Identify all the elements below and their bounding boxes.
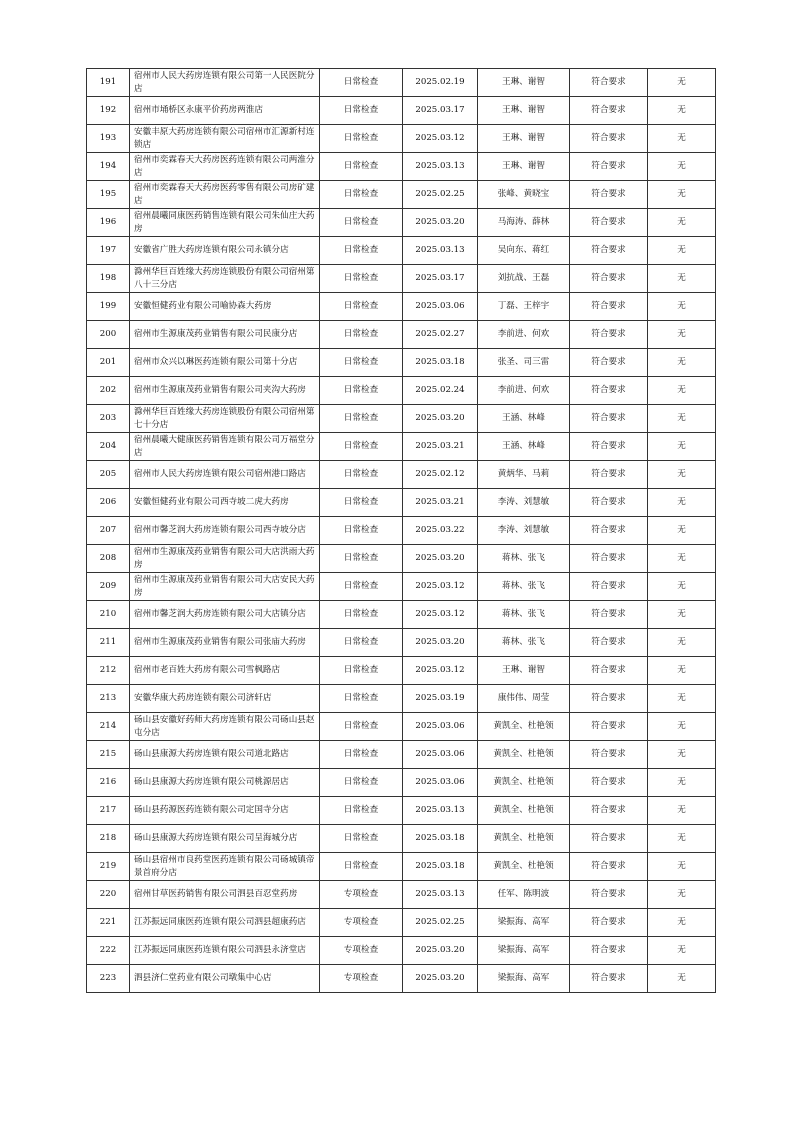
inspection-type-cell: 日常检查	[320, 825, 403, 853]
issue-cell: 无	[648, 741, 716, 769]
issue-cell: 无	[648, 545, 716, 573]
store-name-cell: 宿州市生源康茂药业销售有限公司大店洪雨大药房	[130, 545, 320, 573]
store-name-cell: 宿州市馨芝润大药房连锁有限公司西寺坡分店	[130, 517, 320, 545]
inspectors-cell: 刘抗战、王磊	[478, 265, 570, 293]
inspectors-cell: 王琳、谢智	[478, 153, 570, 181]
inspection-date-cell: 2025.02.19	[403, 69, 478, 97]
inspection-type-cell: 日常检查	[320, 657, 403, 685]
result-cell: 符合要求	[570, 321, 648, 349]
inspectors-cell: 康伟伟、周莹	[478, 685, 570, 713]
store-name-cell: 砀山县康源大药房连锁有限公司道北路店	[130, 741, 320, 769]
result-cell: 符合要求	[570, 769, 648, 797]
store-name-cell: 安徽丰原大药房连锁有限公司宿州市汇源新村连锁店	[130, 125, 320, 153]
inspection-date-cell: 2025.02.12	[403, 461, 478, 489]
row-number-cell: 215	[87, 741, 130, 769]
inspection-type-cell: 日常检查	[320, 545, 403, 573]
inspection-type-cell: 日常检查	[320, 349, 403, 377]
result-cell: 符合要求	[570, 97, 648, 125]
result-cell: 符合要求	[570, 461, 648, 489]
result-cell: 符合要求	[570, 853, 648, 881]
table-row	[87, 769, 716, 797]
result-cell: 符合要求	[570, 965, 648, 993]
inspectors-cell: 丁磊、王梓宇	[478, 293, 570, 321]
row-number-cell: 191	[87, 69, 130, 97]
inspectors-cell: 李涛、刘慧敏	[478, 489, 570, 517]
row-number-cell: 217	[87, 797, 130, 825]
inspection-type-cell: 日常检查	[320, 517, 403, 545]
table-body	[87, 69, 716, 993]
result-cell: 符合要求	[570, 573, 648, 601]
issue-cell: 无	[648, 685, 716, 713]
issue-cell: 无	[648, 181, 716, 209]
store-name-cell: 滁州华巨百姓缘大药房连锁股份有限公司宿州第八十三分店	[130, 265, 320, 293]
table-row	[87, 405, 716, 433]
issue-cell: 无	[648, 405, 716, 433]
inspectors-cell: 蒋林、张飞	[478, 545, 570, 573]
result-cell: 符合要求	[570, 181, 648, 209]
row-number-cell: 192	[87, 97, 130, 125]
result-cell: 符合要求	[570, 209, 648, 237]
inspection-date-cell: 2025.03.13	[403, 881, 478, 909]
inspection-type-cell: 日常检查	[320, 265, 403, 293]
row-number-cell: 200	[87, 321, 130, 349]
table-row	[87, 937, 716, 965]
inspection-type-cell: 日常检查	[320, 769, 403, 797]
table-row	[87, 97, 716, 125]
inspection-type-cell: 日常检查	[320, 209, 403, 237]
inspection-date-cell: 2025.03.12	[403, 125, 478, 153]
inspection-type-cell: 日常检查	[320, 629, 403, 657]
issue-cell: 无	[648, 601, 716, 629]
result-cell: 符合要求	[570, 937, 648, 965]
table-row	[87, 853, 716, 881]
inspectors-cell: 蒋林、张飞	[478, 629, 570, 657]
table-row	[87, 741, 716, 769]
row-number-cell: 214	[87, 713, 130, 741]
inspection-table	[86, 68, 716, 993]
issue-cell: 无	[648, 937, 716, 965]
table-row	[87, 433, 716, 461]
issue-cell: 无	[648, 461, 716, 489]
result-cell: 符合要求	[570, 741, 648, 769]
inspection-type-cell: 日常检查	[320, 125, 403, 153]
issue-cell: 无	[648, 713, 716, 741]
inspection-date-cell: 2025.03.18	[403, 825, 478, 853]
store-name-cell: 宿州市生源康茂药业销售有限公司民康分店	[130, 321, 320, 349]
row-number-cell: 206	[87, 489, 130, 517]
inspectors-cell: 梁振海、高军	[478, 965, 570, 993]
issue-cell: 无	[648, 293, 716, 321]
store-name-cell: 砀山县安徽好药师大药房连锁有限公司砀山县赵屯分店	[130, 713, 320, 741]
table-row	[87, 69, 716, 97]
table-row	[87, 573, 716, 601]
table-row	[87, 657, 716, 685]
issue-cell: 无	[648, 825, 716, 853]
row-number-cell: 201	[87, 349, 130, 377]
inspectors-cell: 蒋林、张飞	[478, 601, 570, 629]
inspectors-cell: 黄凯全、杜艳领	[478, 825, 570, 853]
table-row	[87, 461, 716, 489]
inspectors-cell: 王涵、林峰	[478, 433, 570, 461]
row-number-cell: 216	[87, 769, 130, 797]
row-number-cell: 208	[87, 545, 130, 573]
store-name-cell: 砀山县康源大药房连锁有限公司桃源居店	[130, 769, 320, 797]
store-name-cell: 宿州市生源康茂药业销售有限公司大店安民大药房	[130, 573, 320, 601]
inspection-date-cell: 2025.03.18	[403, 853, 478, 881]
inspection-type-cell: 日常检查	[320, 321, 403, 349]
inspection-date-cell: 2025.02.24	[403, 377, 478, 405]
inspection-type-cell: 日常检查	[320, 741, 403, 769]
inspectors-cell: 黄凯全、杜艳领	[478, 713, 570, 741]
inspection-date-cell: 2025.03.21	[403, 433, 478, 461]
inspectors-cell: 黄凯全、杜艳领	[478, 741, 570, 769]
row-number-cell: 207	[87, 517, 130, 545]
table-row	[87, 209, 716, 237]
inspection-type-cell: 日常检查	[320, 797, 403, 825]
result-cell: 符合要求	[570, 125, 648, 153]
issue-cell: 无	[648, 125, 716, 153]
issue-cell: 无	[648, 349, 716, 377]
store-name-cell: 砀山县宿州市良药堂医药连锁有限公司砀城镇帝景首府分店	[130, 853, 320, 881]
inspection-type-cell: 日常检查	[320, 489, 403, 517]
inspectors-cell: 张峰、黄晓宝	[478, 181, 570, 209]
inspectors-cell: 李前进、何欢	[478, 377, 570, 405]
store-name-cell: 宿州晨曦同康医药销售连锁有限公司朱仙庄大药房	[130, 209, 320, 237]
store-name-cell: 宿州市人民大药房连锁有限公司宿州港口路店	[130, 461, 320, 489]
result-cell: 符合要求	[570, 377, 648, 405]
table-row	[87, 601, 716, 629]
table-row	[87, 293, 716, 321]
issue-cell: 无	[648, 69, 716, 97]
store-name-cell: 宿州市奕霖春天大药房医药连锁有限公司两淮分店	[130, 153, 320, 181]
issue-cell: 无	[648, 657, 716, 685]
inspection-type-cell: 日常检查	[320, 69, 403, 97]
inspectors-cell: 张圣、司三雷	[478, 349, 570, 377]
table-row	[87, 965, 716, 993]
issue-cell: 无	[648, 797, 716, 825]
table-row	[87, 797, 716, 825]
table-row	[87, 489, 716, 517]
store-name-cell: 宿州甘草医药销售有限公司泗县百忍堂药房	[130, 881, 320, 909]
table-row	[87, 713, 716, 741]
table-row	[87, 125, 716, 153]
store-name-cell: 宿州市埇桥区永康平价药房两淮店	[130, 97, 320, 125]
inspectors-cell: 李前进、何欢	[478, 321, 570, 349]
inspectors-cell: 任军、陈明波	[478, 881, 570, 909]
inspection-date-cell: 2025.03.19	[403, 685, 478, 713]
row-number-cell: 211	[87, 629, 130, 657]
row-number-cell: 209	[87, 573, 130, 601]
store-name-cell: 泗县济仁堂药业有限公司墩集中心店	[130, 965, 320, 993]
inspection-type-cell: 专项检查	[320, 909, 403, 937]
inspection-date-cell: 2025.03.22	[403, 517, 478, 545]
inspectors-cell: 黄凯全、杜艳领	[478, 769, 570, 797]
inspection-type-cell: 日常检查	[320, 377, 403, 405]
store-name-cell: 宿州市生源康茂药业销售有限公司张庙大药房	[130, 629, 320, 657]
issue-cell: 无	[648, 209, 716, 237]
row-number-cell: 218	[87, 825, 130, 853]
inspection-date-cell: 2025.03.17	[403, 97, 478, 125]
row-number-cell: 213	[87, 685, 130, 713]
inspection-type-cell: 日常检查	[320, 461, 403, 489]
inspection-type-cell: 日常检查	[320, 853, 403, 881]
store-name-cell: 宿州市老百姓大药房有限公司雪枫路店	[130, 657, 320, 685]
result-cell: 符合要求	[570, 293, 648, 321]
issue-cell: 无	[648, 573, 716, 601]
row-number-cell: 198	[87, 265, 130, 293]
issue-cell: 无	[648, 237, 716, 265]
inspectors-cell: 蒋林、张飞	[478, 573, 570, 601]
row-number-cell: 223	[87, 965, 130, 993]
inspection-date-cell: 2025.03.20	[403, 545, 478, 573]
inspection-date-cell: 2025.03.21	[403, 489, 478, 517]
result-cell: 符合要求	[570, 349, 648, 377]
store-name-cell: 宿州市奕霖春天大药房医药零售有限公司房矿建店	[130, 181, 320, 209]
row-number-cell: 202	[87, 377, 130, 405]
inspection-date-cell: 2025.03.20	[403, 209, 478, 237]
result-cell: 符合要求	[570, 909, 648, 937]
issue-cell: 无	[648, 517, 716, 545]
row-number-cell: 204	[87, 433, 130, 461]
inspection-type-cell: 专项检查	[320, 965, 403, 993]
result-cell: 符合要求	[570, 153, 648, 181]
inspection-date-cell: 2025.03.12	[403, 657, 478, 685]
issue-cell: 无	[648, 489, 716, 517]
inspection-date-cell: 2025.03.13	[403, 797, 478, 825]
result-cell: 符合要求	[570, 797, 648, 825]
inspection-date-cell: 2025.03.18	[403, 349, 478, 377]
issue-cell: 无	[648, 377, 716, 405]
inspection-date-cell: 2025.03.13	[403, 237, 478, 265]
store-name-cell: 宿州市馨芝润大药房连锁有限公司大店镇分店	[130, 601, 320, 629]
inspection-date-cell: 2025.03.06	[403, 293, 478, 321]
result-cell: 符合要求	[570, 69, 648, 97]
inspection-type-cell: 日常检查	[320, 237, 403, 265]
inspection-type-cell: 专项检查	[320, 937, 403, 965]
table-row	[87, 153, 716, 181]
result-cell: 符合要求	[570, 881, 648, 909]
issue-cell: 无	[648, 769, 716, 797]
store-name-cell: 宿州市人民大药房连锁有限公司第一人民医院分店	[130, 69, 320, 97]
inspectors-cell: 梁振海、高军	[478, 937, 570, 965]
table-row	[87, 377, 716, 405]
inspectors-cell: 黄凯全、杜艳领	[478, 797, 570, 825]
inspection-date-cell: 2025.03.20	[403, 629, 478, 657]
inspectors-cell: 黄凯全、杜艳领	[478, 853, 570, 881]
inspection-date-cell: 2025.03.06	[403, 741, 478, 769]
row-number-cell: 197	[87, 237, 130, 265]
inspection-type-cell: 专项检查	[320, 881, 403, 909]
row-number-cell: 219	[87, 853, 130, 881]
inspectors-cell: 黄炳华、马莉	[478, 461, 570, 489]
row-number-cell: 221	[87, 909, 130, 937]
row-number-cell: 210	[87, 601, 130, 629]
issue-cell: 无	[648, 321, 716, 349]
row-number-cell: 193	[87, 125, 130, 153]
row-number-cell: 196	[87, 209, 130, 237]
store-name-cell: 宿州市生源康茂药业销售有限公司夹沟大药房	[130, 377, 320, 405]
inspectors-cell: 马海涛、薛林	[478, 209, 570, 237]
issue-cell: 无	[648, 965, 716, 993]
row-number-cell: 212	[87, 657, 130, 685]
issue-cell: 无	[648, 97, 716, 125]
inspection-type-cell: 日常检查	[320, 405, 403, 433]
inspection-type-cell: 日常检查	[320, 685, 403, 713]
table-row	[87, 685, 716, 713]
inspection-type-cell: 日常检查	[320, 573, 403, 601]
inspectors-cell: 王琳、谢智	[478, 657, 570, 685]
row-number-cell: 220	[87, 881, 130, 909]
result-cell: 符合要求	[570, 601, 648, 629]
result-cell: 符合要求	[570, 433, 648, 461]
result-cell: 符合要求	[570, 545, 648, 573]
result-cell: 符合要求	[570, 657, 648, 685]
inspectors-cell: 王琳、谢智	[478, 97, 570, 125]
result-cell: 符合要求	[570, 825, 648, 853]
table-row	[87, 265, 716, 293]
inspection-date-cell: 2025.03.12	[403, 573, 478, 601]
inspection-date-cell: 2025.03.06	[403, 769, 478, 797]
row-number-cell: 203	[87, 405, 130, 433]
inspection-type-cell: 日常检查	[320, 601, 403, 629]
result-cell: 符合要求	[570, 685, 648, 713]
row-number-cell: 205	[87, 461, 130, 489]
row-number-cell: 199	[87, 293, 130, 321]
store-name-cell: 宿州市众兴以琳医药连锁有限公司第十分店	[130, 349, 320, 377]
inspectors-cell: 梁振海、高军	[478, 909, 570, 937]
inspection-type-cell: 日常检查	[320, 181, 403, 209]
result-cell: 符合要求	[570, 713, 648, 741]
store-name-cell: 安徽省广胜大药房连锁有限公司永镇分店	[130, 237, 320, 265]
inspection-date-cell: 2025.02.25	[403, 909, 478, 937]
inspectors-cell: 王琳、谢智	[478, 125, 570, 153]
table-row	[87, 881, 716, 909]
result-cell: 符合要求	[570, 629, 648, 657]
result-cell: 符合要求	[570, 405, 648, 433]
inspection-type-cell: 日常检查	[320, 153, 403, 181]
store-name-cell: 江苏振远同康医药连锁有限公司泗县超康药店	[130, 909, 320, 937]
row-number-cell: 222	[87, 937, 130, 965]
inspection-date-cell: 2025.03.17	[403, 265, 478, 293]
store-name-cell: 滁州华巨百姓缘大药房连锁股份有限公司宿州第七十分店	[130, 405, 320, 433]
store-name-cell: 砀山县康源大药房连锁有限公司呈海城分店	[130, 825, 320, 853]
inspection-date-cell: 2025.03.20	[403, 405, 478, 433]
inspectors-cell: 李涛、刘慧敏	[478, 517, 570, 545]
store-name-cell: 砀山县药源医药连锁有限公司定国寺分店	[130, 797, 320, 825]
row-number-cell: 195	[87, 181, 130, 209]
inspection-date-cell: 2025.03.20	[403, 937, 478, 965]
table-row	[87, 825, 716, 853]
table-row	[87, 517, 716, 545]
result-cell: 符合要求	[570, 237, 648, 265]
inspection-type-cell: 日常检查	[320, 97, 403, 125]
table-row	[87, 545, 716, 573]
inspection-date-cell: 2025.03.12	[403, 601, 478, 629]
issue-cell: 无	[648, 433, 716, 461]
issue-cell: 无	[648, 853, 716, 881]
table-row	[87, 237, 716, 265]
issue-cell: 无	[648, 881, 716, 909]
table-row	[87, 321, 716, 349]
inspectors-cell: 王涵、林峰	[478, 405, 570, 433]
inspection-date-cell: 2025.02.25	[403, 181, 478, 209]
inspectors-cell: 王琳、谢智	[478, 69, 570, 97]
issue-cell: 无	[648, 909, 716, 937]
inspection-date-cell: 2025.03.13	[403, 153, 478, 181]
inspection-type-cell: 日常检查	[320, 433, 403, 461]
inspection-date-cell: 2025.03.20	[403, 965, 478, 993]
inspection-type-cell: 日常检查	[320, 293, 403, 321]
inspection-type-cell: 日常检查	[320, 713, 403, 741]
store-name-cell: 安徽恒健药业有限公司喻协森大药房	[130, 293, 320, 321]
result-cell: 符合要求	[570, 489, 648, 517]
inspection-date-cell: 2025.03.06	[403, 713, 478, 741]
row-number-cell: 194	[87, 153, 130, 181]
issue-cell: 无	[648, 153, 716, 181]
table-row	[87, 181, 716, 209]
store-name-cell: 安徽华康大药房连锁有限公司济轩店	[130, 685, 320, 713]
store-name-cell: 江苏振远同康医药连锁有限公司泗县永济堂店	[130, 937, 320, 965]
store-name-cell: 宿州晨曦大健康医药销售连锁有限公司万福堂分店	[130, 433, 320, 461]
issue-cell: 无	[648, 629, 716, 657]
issue-cell: 无	[648, 265, 716, 293]
inspection-date-cell: 2025.02.27	[403, 321, 478, 349]
result-cell: 符合要求	[570, 265, 648, 293]
table-row	[87, 349, 716, 377]
store-name-cell: 安徽恒健药业有限公司西寺坡二虎大药房	[130, 489, 320, 517]
table-row	[87, 909, 716, 937]
result-cell: 符合要求	[570, 517, 648, 545]
inspectors-cell: 吴向东、蒋红	[478, 237, 570, 265]
table-row	[87, 629, 716, 657]
